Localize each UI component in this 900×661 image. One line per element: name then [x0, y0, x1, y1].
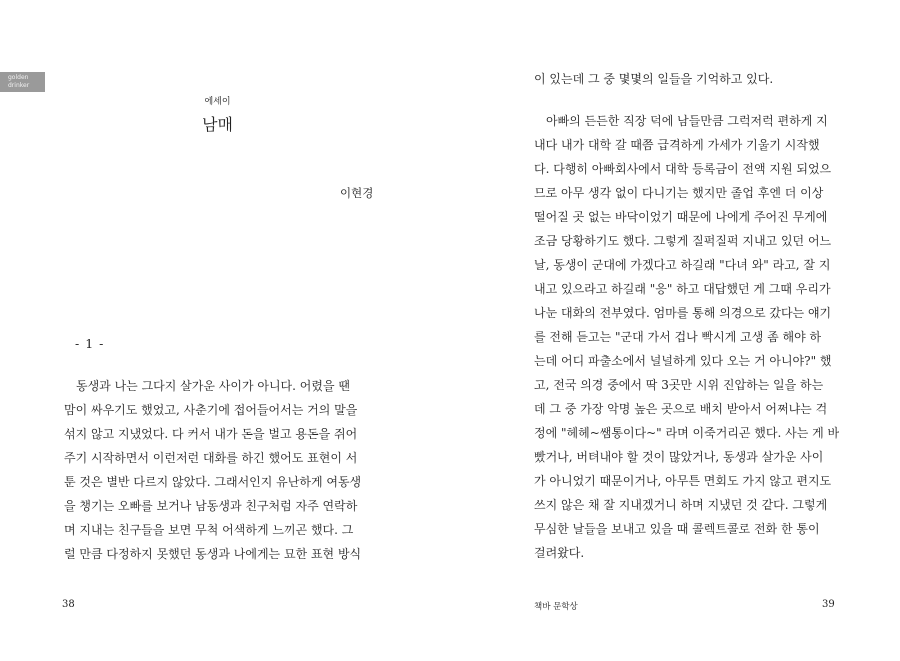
- side-tab: [0, 72, 45, 92]
- right-page: [450, 0, 900, 661]
- continuation-paragraph: [534, 67, 839, 91]
- essay-title: 남매: [202, 115, 233, 134]
- running-head: 책바 문학상: [534, 602, 578, 612]
- text-line: 주기 시작하면서 이런저런 대화를 하긴 했어도 표현이 서: [64, 451, 358, 465]
- text-line: 는데 어디 파출소에서 널널하게 있다 오는 거 아니야?" 했: [534, 354, 832, 368]
- text-line: 날, 동생이 군대에 가겠다고 하길래 "다녀 와" 라고, 잘 지: [534, 258, 831, 272]
- side-tab-line-1: golden: [8, 74, 29, 81]
- text-line: 내다 내가 대학 갈 때쯤 급격하게 가세가 기울기 시작했: [534, 138, 820, 152]
- text-line: 빴거나, 버텨내야 할 것이 많았거나, 동생과 살가운 사이: [534, 450, 824, 464]
- text-line: 맘이 싸우기도 했었고, 사춘기에 접어들어서는 거의 말을: [64, 403, 358, 417]
- text-line: 조금 당황하기도 했다. 그렇게 질퍽질퍽 지내고 있던 어느: [534, 234, 832, 248]
- page-number-right: 39: [822, 599, 835, 610]
- text-line: 럴 만큼 다정하지 못했던 동생과 나에게는 묘한 표현 방식: [64, 547, 362, 561]
- text-line: 걸려왔다.: [534, 546, 585, 560]
- text-line: 툰 것은 별반 다르지 않았다. 그래서인지 유난하게 여동생: [64, 475, 362, 489]
- text-line: 쓰지 않은 채 잘 지내겠거니 하며 지냈던 것 같다. 그렇게: [534, 498, 828, 512]
- text-line: 내고 있으라고 하길래 "응" 하고 대답했던 게 그때 우리가: [534, 282, 831, 296]
- text-line: 떨어질 곳 없는 바닥이었기 때문에 나에게 주어진 무게에: [534, 210, 828, 224]
- text-line: 고, 전국 의경 중에서 딱 3곳만 시위 진압하는 일을 하는: [534, 378, 824, 392]
- text-line: 정에 "헤헤~쌤통이다~" 라며 이죽거리곤 했다. 사는 게 바: [534, 426, 840, 440]
- text-line: 무심한 날들을 보내고 있을 때 콜렉트콜로 전화 한 통이: [534, 522, 820, 536]
- text-line: 섞지 않고 지냈었다. 다 커서 내가 돈을 벌고 용돈을 쥐어: [64, 427, 358, 441]
- text-line: 나눈 대화의 전부였다. 엄마를 통해 의경으로 갔다는 얘기: [534, 306, 832, 320]
- text-line: 이 있는데 그 중 몇몇의 일들을 기억하고 있다.: [534, 72, 774, 86]
- text-line: 가 아니었기 때문이거나, 아무튼 면회도 가지 않고 편지도: [534, 474, 832, 488]
- text-line: 므로 아무 생각 없이 다니기는 했지만 졸업 후엔 더 이상: [534, 186, 824, 200]
- text-line: 을 챙기는 오빠를 보거나 남동생과 친구처럼 자주 연락하: [64, 499, 358, 513]
- text-line: 다. 다행히 아빠회사에서 대학 등록금이 전액 지원 되었으: [534, 162, 832, 176]
- left-paragraph: [64, 374, 368, 566]
- right-paragraph: [534, 109, 839, 565]
- text-line: 며 지내는 친구들을 보면 무척 어색하게 느끼곤 했다. 그: [64, 523, 354, 537]
- author-name: 이현경: [340, 186, 374, 200]
- category-label: 에세이: [204, 97, 231, 107]
- text-line: 를 전해 듣고는 "군대 가서 겁나 빡시게 고생 좀 해야 하: [534, 330, 822, 344]
- text-line: 데 그 중 가장 악명 높은 곳으로 배치 받아서 어쩌냐는 걱: [534, 402, 828, 416]
- text-line: 동생과 나는 그다지 살가운 사이가 아니다. 어렸을 땐: [76, 379, 350, 393]
- text-line: 아빠의 든든한 직장 덕에 남들만큼 그럭저럭 편하게 지: [546, 114, 828, 128]
- section-number: - 1 -: [75, 336, 105, 351]
- page-number-left: 38: [62, 599, 75, 610]
- side-tab-line-2: drinker: [8, 82, 30, 89]
